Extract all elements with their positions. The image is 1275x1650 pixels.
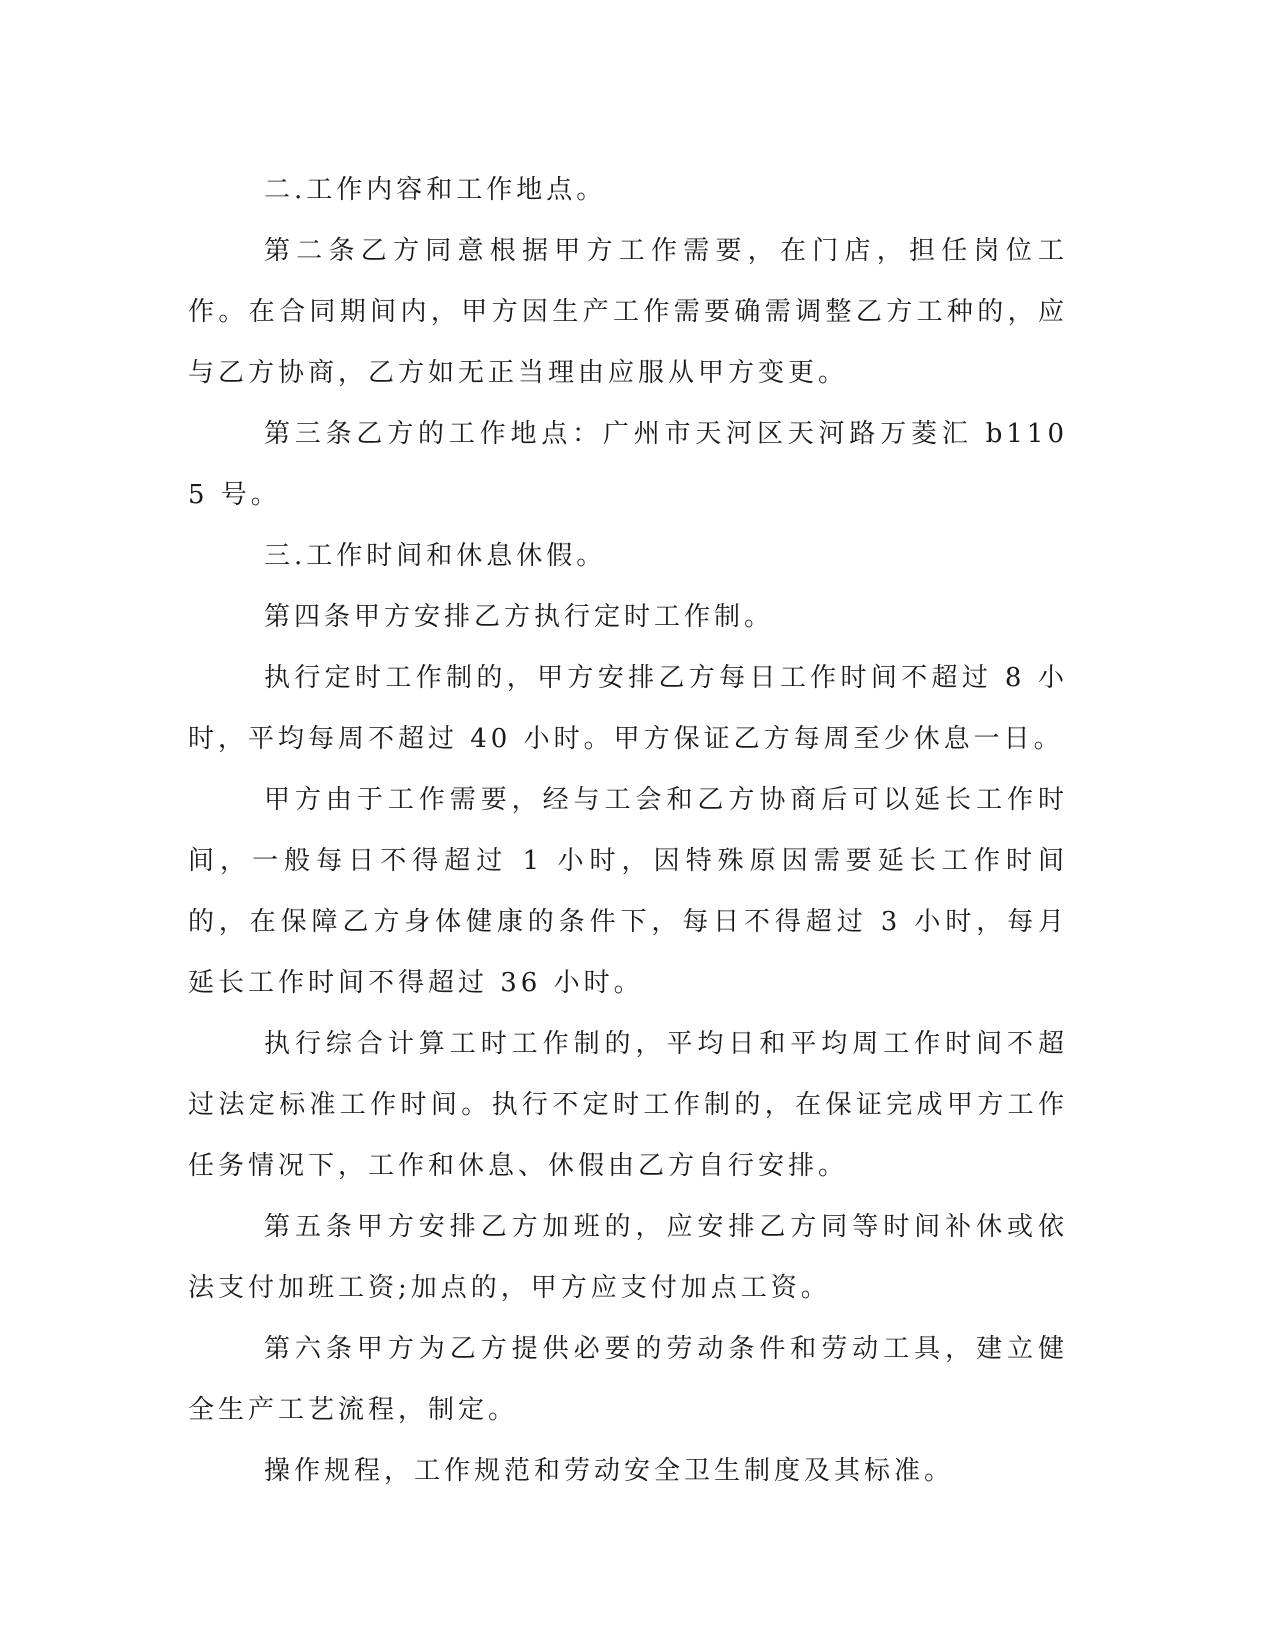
overtime-extension-paragraph: 甲方由于工作需要，经与工会和乙方协商后可以延长工作时间，一般每日不得超过 1 小时，因特殊原因需要延长工作时间的，在保障乙方身体健康的条件下，每日不得超过 3 小时，每月延长工作时间不得超过 36 小时。 [188,785,1068,998]
document-body [188,160,1068,1502]
operating-rules-paragraph: 操作规程，工作规范和劳动安全卫生制度及其标准。 [264,1456,955,1486]
section-heading-work-content: 二.工作内容和工作地点。 [264,175,607,205]
section-heading-work-hours: 三.工作时间和休息休假。 [264,541,607,571]
article-5-paragraph: 第五条甲方安排乙方加班的，应安排乙方同等时间补休或依法支付加班工资;加点的，甲方应支付加点工资。 [188,1212,1068,1303]
article-3-paragraph: 第三条乙方的工作地点：广州市天河区天河路万菱汇 b1105 号。 [188,419,1068,510]
article-6-paragraph: 第六条甲方为乙方提供必要的劳动条件和劳动工具，建立健全生产工艺流程，制定。 [188,1334,1068,1425]
article-4-paragraph: 第四条甲方安排乙方执行定时工作制。 [264,602,775,632]
comprehensive-hours-paragraph: 执行综合计算工时工作制的，平均日和平均周工作时间不超过法定标准工作时间。执行不定时工作制的，在保证完成甲方工作任务情况下，工作和休息、休假由乙方自行安排。 [188,1029,1068,1181]
fixed-hours-paragraph: 执行定时工作制的，甲方安排乙方每日工作时间不超过 8 小时，平均每周不超过 40 小时。甲方保证乙方每周至少休息一日。 [188,663,1068,754]
article-2-paragraph: 第二条乙方同意根据甲方工作需要，在门店，担任岗位工作。在合同期间内，甲方因生产工作需要确需调整乙方工种的，应与乙方协商，乙方如无正当理由应服从甲方变更。 [188,236,1068,388]
